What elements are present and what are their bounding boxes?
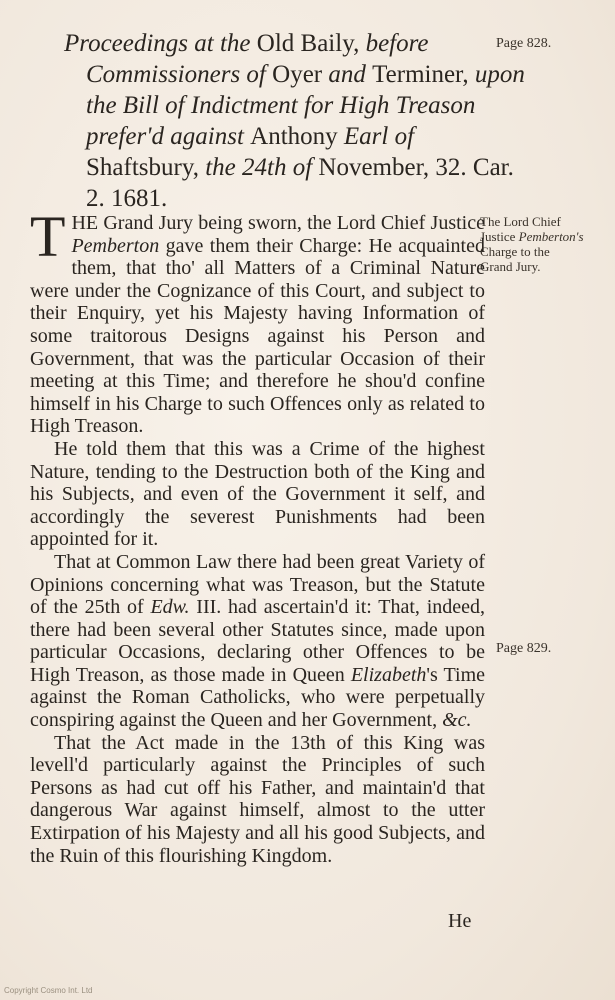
title-part: Old Baily,: [256, 30, 366, 57]
paragraph-name: &c.: [442, 709, 472, 732]
paragraph: He told them that this was a Crime of the highest Nature, tending to the Destruction both of the King and his Subjects, and even of the Government it self, and accordingly the severest Punishments had been appointed for it.: [30, 437, 485, 551]
paragraph-text: That at Common Law there had been great Variety of Opinions concerning what was Treason, but the Statute of the 25th of: [30, 550, 485, 619]
page-title: [64, 28, 526, 214]
title-part: and: [328, 61, 373, 88]
title-part: Shaftsbury,: [86, 154, 206, 181]
paragraph-text: HE Grand Jury being sworn, the Lord Chief Justice: [71, 212, 485, 234]
paragraph-text: III. had ascertain'd it: That, indeed, there had been several other Statutes since, made upon particular Occasions, declaring other Offences to be High Treason, as those made in Queen: [30, 596, 485, 686]
page-reference: Page 828.: [496, 36, 552, 51]
marginal-note: [480, 214, 584, 274]
copyright-notice: Copyright Cosmo Int. Ltd: [4, 986, 93, 995]
title-part: Oyer: [272, 61, 329, 88]
marginal-note-line: The Lord Chief: [480, 214, 561, 229]
marginal-note-line: Charge to the: [480, 244, 550, 259]
title-part: November, 32. Car. 2. 1681.: [86, 154, 514, 212]
paragraph-name: Elizabeth: [350, 663, 427, 686]
page-reference: Page 829.: [496, 641, 552, 656]
paragraph-name: Pemberton: [71, 234, 160, 257]
marginal-note-line: [480, 229, 584, 244]
paragraph-text: gave them their Charge: He acquainted them, that tho' all Matters of a Criminal Nature were under the Cognizance of this Court, and subject to their Enquiry, yet his Majesty having Information of some traitorous Designs against his Person and Government, that was the particular Occasion of their meeting at this Time; and therefore he shou'd confine himself in his Charge to such Offences only as related to High Treason.: [30, 234, 485, 438]
body-text: [30, 204, 485, 867]
marginal-note-text: Justice: [480, 229, 519, 244]
drop-cap: T: [30, 204, 66, 269]
paragraph: [30, 551, 485, 732]
title-part: Earl of: [343, 123, 415, 150]
marginal-note-name: Pemberton's: [518, 229, 584, 244]
title-part: upon the Bill of Indictment for High Treason prefer'd against: [86, 61, 525, 150]
paragraph-text: 's Time against the Roman Catholicks, who were perpetually conspiring against the Queen and her Government,: [30, 663, 485, 732]
paragraph: [30, 204, 485, 438]
catchword: He: [448, 910, 472, 932]
title-part: Proceedings at the: [64, 30, 257, 57]
title-part: Terminer,: [372, 61, 475, 88]
title-part: before Commissioners of: [86, 30, 429, 88]
paragraph-name: Edw.: [150, 596, 190, 619]
marginal-note-line: Grand Jury.: [480, 259, 541, 274]
title-part: the 24th of: [205, 154, 319, 181]
title-part: Anthony: [250, 123, 344, 150]
paragraph: That the Act made in the 13th of this King was levell'd particularly against the Principles of such Persons as had cut off his Father, and maintain'd that dangerous War against himself, almost to the utter Extirpation of his Majesty and all his good Subjects, and the Ruin of this flourishing Kingdom.: [30, 731, 485, 867]
